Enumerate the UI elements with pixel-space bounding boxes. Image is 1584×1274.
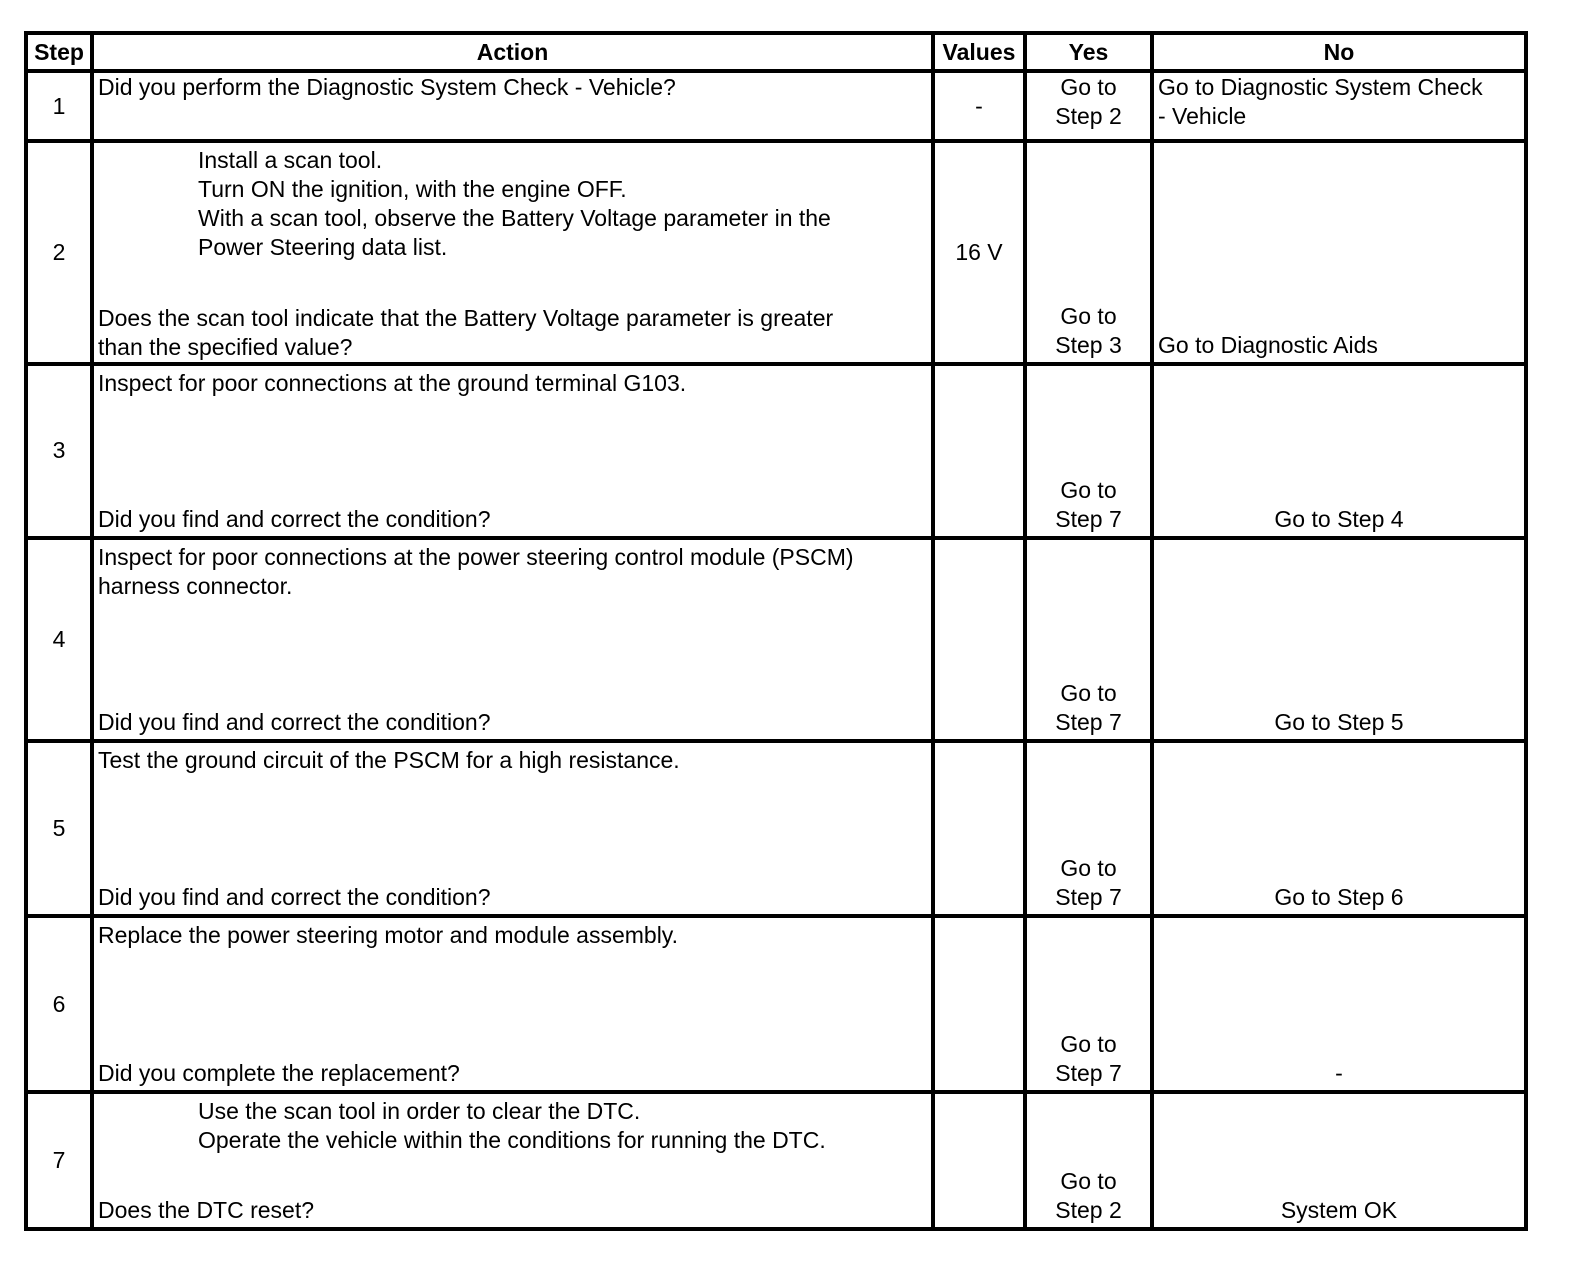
action-cell bbox=[92, 71, 933, 141]
no-cell bbox=[1152, 71, 1526, 141]
header-no: No bbox=[1152, 33, 1526, 71]
action-question: Does the DTC reset? bbox=[98, 1197, 315, 1223]
yes-line: Go to bbox=[1060, 1030, 1117, 1057]
yes-line: Go to bbox=[1060, 74, 1117, 101]
header-yes: Yes bbox=[1025, 33, 1152, 71]
yes-line: Step 7 bbox=[1055, 884, 1122, 911]
table-row-1 bbox=[26, 71, 1526, 141]
yes-cell bbox=[1025, 141, 1152, 363]
value-cell bbox=[933, 1092, 1025, 1229]
value-cell bbox=[933, 538, 1025, 741]
yes-cell bbox=[1025, 71, 1152, 141]
header-row bbox=[26, 33, 1526, 71]
table-row-7 bbox=[26, 1092, 1526, 1229]
action-question: Did you complete the replacement? bbox=[98, 1059, 460, 1086]
yes-cell bbox=[1025, 1092, 1152, 1229]
value-cell bbox=[933, 916, 1025, 1091]
table-row-6 bbox=[26, 916, 1526, 1091]
action-line: Use the scan tool in order to clear the DTC. bbox=[198, 1097, 641, 1124]
header-action: Action bbox=[92, 33, 933, 71]
value-cell: 16 V bbox=[933, 141, 1025, 363]
action-line: Turn ON the ignition, with the engine OFF. bbox=[198, 176, 627, 203]
step-number: 7 bbox=[26, 1092, 92, 1229]
action-cell bbox=[92, 741, 933, 916]
yes-line: Go to bbox=[1060, 1168, 1117, 1194]
yes-line: Go to bbox=[1060, 302, 1117, 329]
action-question: than the specified value? bbox=[98, 333, 353, 360]
yes-line: Go to bbox=[1060, 476, 1117, 503]
no-line: Go to Step 4 bbox=[1274, 505, 1404, 532]
action-question: Did you find and correct the condition? bbox=[98, 709, 491, 736]
no-line: Go to Diagnostic System Check bbox=[1158, 74, 1483, 101]
yes-line: Step 3 bbox=[1055, 331, 1122, 358]
header-values: Values bbox=[933, 33, 1025, 71]
no-line: Go to Step 5 bbox=[1274, 709, 1404, 736]
action-question: Does the scan tool indicate that the Battery Voltage parameter is greater bbox=[98, 304, 834, 331]
yes-line: Step 2 bbox=[1055, 103, 1122, 130]
action-cell bbox=[92, 141, 933, 363]
action-line: Test the ground circuit of the PSCM for a high resistance. bbox=[98, 747, 680, 774]
no-line: - Vehicle bbox=[1158, 103, 1247, 130]
header-step: Step bbox=[26, 33, 92, 71]
table-row-3 bbox=[26, 364, 1526, 538]
action-question: Did you find and correct the condition? bbox=[98, 884, 491, 911]
no-cell bbox=[1152, 1092, 1526, 1229]
action-question: Did you perform the Diagnostic System Check - Vehicle? bbox=[98, 74, 676, 101]
no-line: Go to Diagnostic Aids bbox=[1158, 331, 1378, 358]
yes-line: Step 7 bbox=[1055, 1059, 1122, 1086]
yes-line: Go to bbox=[1060, 855, 1117, 882]
yes-cell bbox=[1025, 364, 1152, 538]
action-line: With a scan tool, observe the Battery Voltage parameter in the bbox=[198, 205, 831, 232]
action-cell bbox=[92, 364, 933, 538]
action-line: Inspect for poor connections at the power steering control module (PSCM) bbox=[98, 543, 854, 570]
step-number: 4 bbox=[26, 538, 92, 741]
yes-line: Step 7 bbox=[1055, 709, 1122, 736]
table-row-2 bbox=[26, 141, 1526, 363]
yes-cell bbox=[1025, 916, 1152, 1091]
action-line: Operate the vehicle within the conditions for running the DTC. bbox=[198, 1126, 826, 1153]
action-cell bbox=[92, 916, 933, 1091]
action-question: Did you find and correct the condition? bbox=[98, 505, 491, 532]
table-row-5 bbox=[26, 741, 1526, 916]
no-cell bbox=[1152, 741, 1526, 916]
step-number: 3 bbox=[26, 364, 92, 538]
step-number: 6 bbox=[26, 916, 92, 1091]
yes-line: Go to bbox=[1060, 680, 1117, 707]
no-cell bbox=[1152, 538, 1526, 741]
diagnostic-table bbox=[24, 31, 1528, 1231]
action-line: Replace the power steering motor and module assembly. bbox=[98, 922, 678, 949]
value-cell bbox=[933, 364, 1025, 538]
action-line: Install a scan tool. bbox=[198, 147, 383, 174]
no-line: - bbox=[1335, 1059, 1343, 1086]
action-cell bbox=[92, 538, 933, 741]
step-number: 5 bbox=[26, 741, 92, 916]
action-cell bbox=[92, 1092, 933, 1229]
step-number: 1 bbox=[26, 71, 92, 141]
table-row-4 bbox=[26, 538, 1526, 741]
value-cell: - bbox=[933, 71, 1025, 141]
yes-cell bbox=[1025, 741, 1152, 916]
value-cell bbox=[933, 741, 1025, 916]
no-cell bbox=[1152, 141, 1526, 363]
step-number: 2 bbox=[26, 141, 92, 363]
action-line: Power Steering data list. bbox=[198, 234, 448, 261]
no-line: System OK bbox=[1280, 1197, 1398, 1223]
no-cell bbox=[1152, 916, 1526, 1091]
yes-cell bbox=[1025, 538, 1152, 741]
no-line: Go to Step 6 bbox=[1274, 884, 1404, 911]
yes-line: Step 2 bbox=[1055, 1197, 1122, 1223]
yes-line: Step 7 bbox=[1055, 505, 1122, 532]
no-cell bbox=[1152, 364, 1526, 538]
action-line: harness connector. bbox=[98, 572, 293, 599]
action-line: Inspect for poor connections at the ground terminal G103. bbox=[98, 369, 687, 396]
